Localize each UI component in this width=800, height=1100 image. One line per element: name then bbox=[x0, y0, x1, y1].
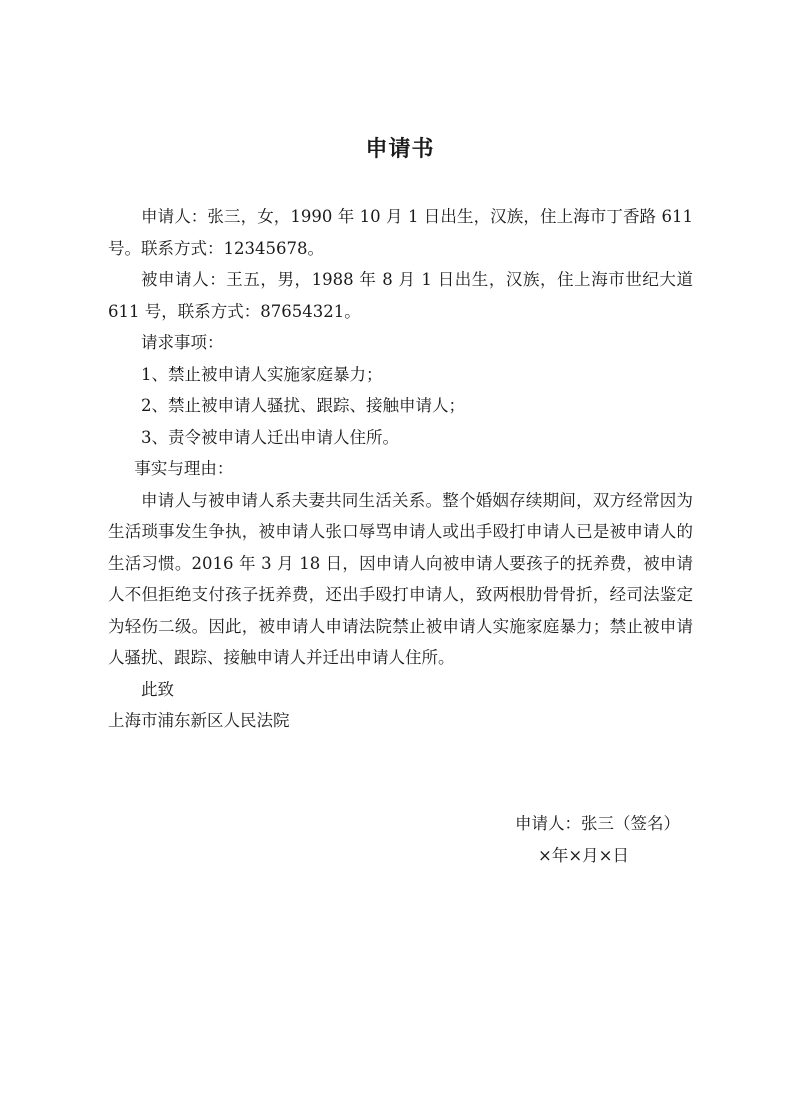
request-item: 1、禁止被申请人实施家庭暴力； bbox=[141, 364, 383, 384]
facts-heading: 事实与理由： bbox=[134, 459, 234, 478]
request-item: 3、责令被申请人迁出申请人住所。 bbox=[141, 427, 399, 447]
respondent-paragraph: 被申请人：王五，男，1988 年 8 月 1 日出生，汉族，住上海市世纪大道 611 号，联系方式：87654321。 bbox=[108, 270, 693, 321]
requests-heading: 请求事项： bbox=[141, 333, 224, 352]
applicant-paragraph: 申请人：张三，女，1990 年 10 月 1 日出生，汉族，住上海市丁香路 611 号。联系方式：12345678。 bbox=[108, 207, 693, 258]
facts-paragraph: 申请人与被申请人系夫妻共同生活关系。整个婚姻存续期间，双方经常因为生活琐事发生争执，被申请人张口辱骂申请人或出手殴打申请人已是被申请人的生活习惯。2016 年 3 月 18 日，因申请人向被申请人要孩子的抚养费，被申请人不但拒绝支付孩子抚养费，还出手殴打申请人，致两根肋骨骨折，经司法鉴定为轻伤二级。因此，被申请人申请法院禁止被申请人实施家庭暴力；禁止被申请人骚扰、跟踪、接触申请人并迁出申请人住所。 bbox=[108, 490, 693, 667]
request-item: 2、禁止被申请人骚扰、跟踪、接触申请人； bbox=[141, 396, 465, 415]
court-name: 上海市浦东新区人民法院 bbox=[108, 711, 290, 730]
date-line: ×年×月×日 bbox=[538, 846, 629, 865]
document-body bbox=[108, 201, 693, 737]
salutation: 此致 bbox=[141, 679, 174, 699]
document-title: 申请书 bbox=[365, 136, 435, 162]
signature-line: 申请人：张三（签名） bbox=[515, 814, 680, 833]
